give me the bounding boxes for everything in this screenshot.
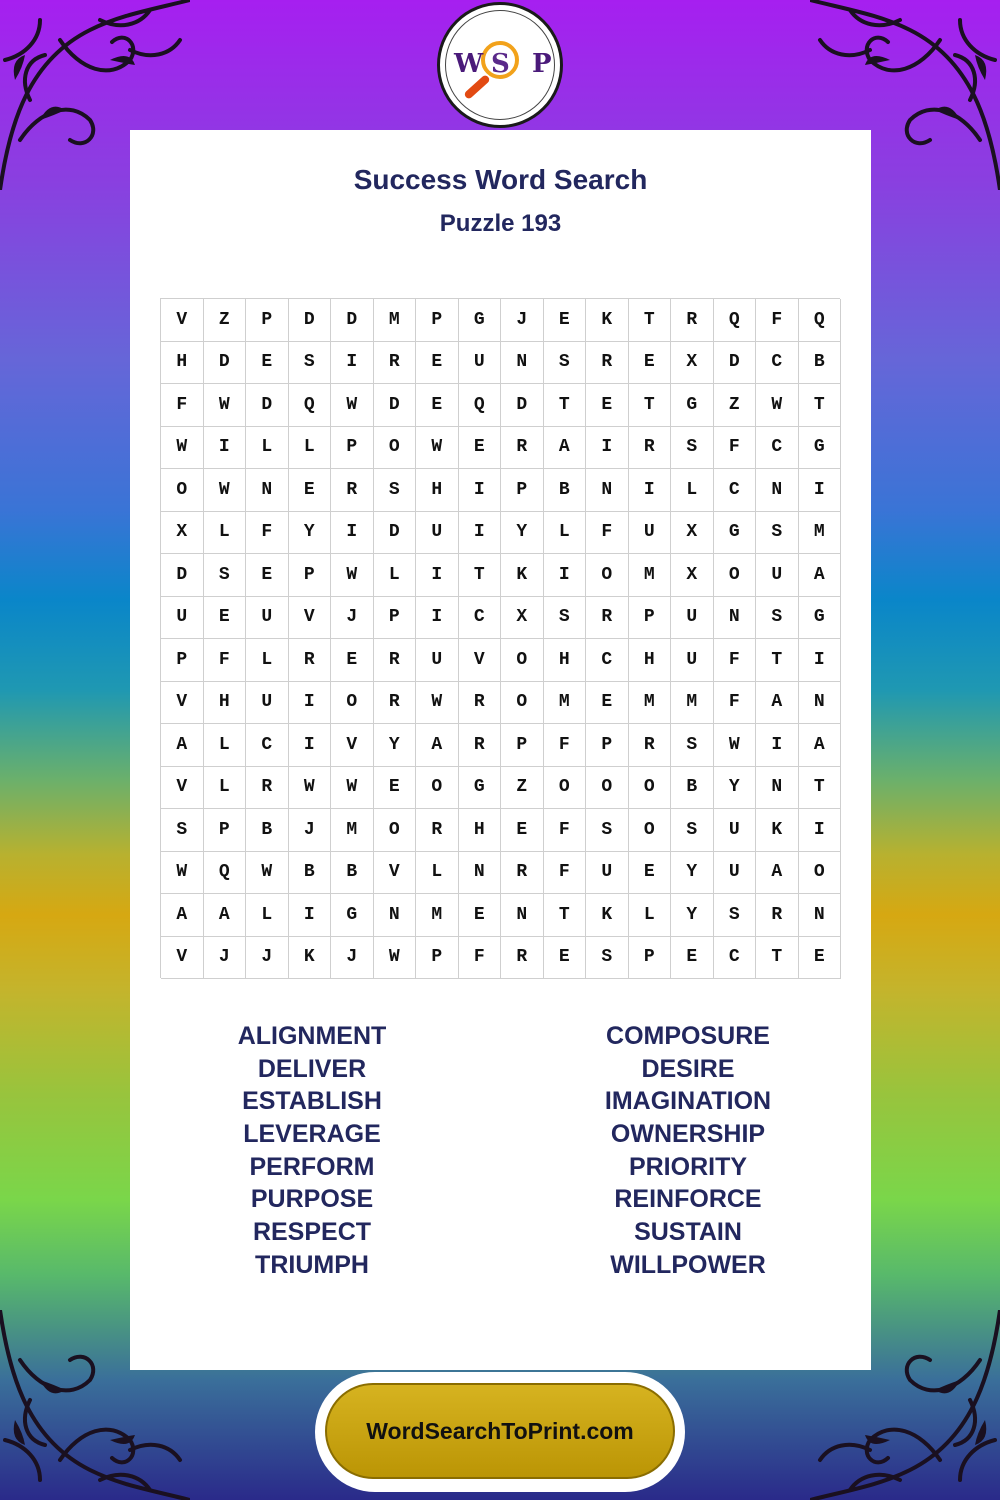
grid-cell[interactable]: J [331, 597, 374, 640]
grid-cell[interactable]: D [374, 512, 417, 555]
grid-cell[interactable]: F [544, 724, 587, 767]
grid-cell[interactable]: I [289, 682, 332, 725]
grid-cell[interactable]: S [586, 809, 629, 852]
grid-cell[interactable]: P [416, 937, 459, 980]
grid-cell[interactable]: Y [671, 852, 714, 895]
word-list-item: PERFORM [249, 1152, 375, 1181]
grid-cell[interactable]: E [459, 894, 502, 937]
grid-cell[interactable]: D [161, 554, 204, 597]
grid-cell[interactable]: I [756, 724, 799, 767]
letter-grid[interactable] [160, 298, 840, 978]
word-list-item: DESIRE [641, 1054, 735, 1083]
grid-cell[interactable]: R [501, 427, 544, 470]
grid-cell[interactable]: E [204, 597, 247, 640]
wsp-logo[interactable] [437, 2, 563, 128]
grid-cell[interactable]: M [374, 299, 417, 342]
grid-cell[interactable]: X [671, 512, 714, 555]
grid-cell[interactable]: I [459, 469, 502, 512]
grid-cell[interactable]: W [331, 384, 374, 427]
grid-cell[interactable]: O [331, 682, 374, 725]
grid-cell[interactable]: P [629, 597, 672, 640]
grid-cell[interactable]: C [756, 342, 799, 385]
word-list-item: OWNERSHIP [610, 1120, 766, 1149]
grid-cell[interactable]: N [799, 682, 842, 725]
grid-cell[interactable]: A [756, 682, 799, 725]
word-list-item: PRIORITY [628, 1152, 748, 1181]
word-list-item: ALIGNMENT [237, 1022, 387, 1050]
grid-cell[interactable]: U [246, 597, 289, 640]
word-list-item: PURPOSE [250, 1185, 374, 1214]
grid-cell[interactable]: O [629, 809, 672, 852]
grid-cell[interactable]: R [374, 639, 417, 682]
grid-cell[interactable]: A [799, 724, 842, 767]
grid-cell[interactable]: S [544, 342, 587, 385]
grid-cell[interactable]: R [501, 937, 544, 980]
grid-cell[interactable]: R [374, 682, 417, 725]
grid-cell[interactable]: I [544, 554, 587, 597]
word-list-item: ESTABLISH [242, 1087, 382, 1116]
grid-cell[interactable]: D [331, 299, 374, 342]
grid-cell[interactable]: H [204, 682, 247, 725]
grid-cell[interactable]: E [416, 384, 459, 427]
grid-cell[interactable]: U [756, 554, 799, 597]
grid-cell[interactable]: Q [459, 384, 502, 427]
grid-cell[interactable]: E [586, 384, 629, 427]
grid-cell[interactable]: A [204, 894, 247, 937]
grid-cell[interactable]: Q [714, 299, 757, 342]
grid-cell[interactable]: D [501, 384, 544, 427]
grid-cell[interactable]: K [501, 554, 544, 597]
grid-cell[interactable]: Q [799, 299, 842, 342]
word-list-item: IMAGINATION [604, 1087, 772, 1116]
grid-cell[interactable]: E [629, 342, 672, 385]
grid-cell[interactable]: F [714, 639, 757, 682]
grid-cell[interactable]: X [671, 554, 714, 597]
grid-cell[interactable]: B [544, 469, 587, 512]
grid-cell[interactable]: V [331, 724, 374, 767]
grid-cell[interactable]: D [289, 299, 332, 342]
grid-cell[interactable]: L [671, 469, 714, 512]
logo-letter-w: W [454, 49, 484, 79]
grid-cell[interactable]: O [586, 554, 629, 597]
grid-cell[interactable]: L [289, 427, 332, 470]
grid-cell[interactable]: S [671, 809, 714, 852]
grid-cell[interactable]: F [544, 809, 587, 852]
grid-cell[interactable]: W [204, 469, 247, 512]
grid-cell[interactable]: W [204, 384, 247, 427]
grid-cell[interactable]: W [161, 852, 204, 895]
grid-cell[interactable]: C [586, 639, 629, 682]
grid-cell[interactable]: W [331, 767, 374, 810]
grid-cell[interactable]: N [374, 894, 417, 937]
grid-cell[interactable]: K [586, 894, 629, 937]
grid-cell[interactable]: N [799, 894, 842, 937]
grid-cell[interactable]: N [586, 469, 629, 512]
grid-cell[interactable]: W [161, 427, 204, 470]
grid-cell[interactable]: M [331, 809, 374, 852]
grid-cell[interactable]: R [459, 724, 502, 767]
grid-cell[interactable]: L [374, 554, 417, 597]
grid-cell[interactable]: T [459, 554, 502, 597]
grid-cell[interactable]: G [714, 512, 757, 555]
grid-cell[interactable]: R [374, 342, 417, 385]
grid-cell[interactable]: K [586, 299, 629, 342]
grid-cell[interactable]: D [374, 384, 417, 427]
grid-cell[interactable]: Y [374, 724, 417, 767]
grid-cell[interactable]: Y [671, 894, 714, 937]
grid-cell[interactable]: W [331, 554, 374, 597]
website-link-button[interactable]: WordSearchToPrint.com [325, 1383, 675, 1479]
page-title: Success Word Search [353, 164, 648, 195]
grid-cell[interactable]: R [501, 852, 544, 895]
grid-cell[interactable]: E [544, 937, 587, 980]
grid-cell[interactable]: F [586, 512, 629, 555]
grid-cell[interactable]: E [289, 469, 332, 512]
grid-cell[interactable]: N [756, 767, 799, 810]
grid-cell[interactable]: O [374, 427, 417, 470]
grid-cell[interactable]: R [246, 767, 289, 810]
grid-cell[interactable]: I [629, 469, 672, 512]
grid-cell[interactable]: S [161, 809, 204, 852]
grid-cell[interactable]: I [799, 809, 842, 852]
grid-cell[interactable]: R [586, 597, 629, 640]
grid-cell[interactable]: I [799, 469, 842, 512]
grid-cell[interactable]: A [416, 724, 459, 767]
grid-cell[interactable]: C [714, 937, 757, 980]
grid-cell[interactable]: L [204, 767, 247, 810]
grid-cell[interactable]: E [416, 342, 459, 385]
grid-cell[interactable]: C [459, 597, 502, 640]
grid-cell[interactable]: E [629, 852, 672, 895]
grid-cell[interactable]: V [289, 597, 332, 640]
grid-cell[interactable]: F [714, 682, 757, 725]
grid-cell[interactable]: S [204, 554, 247, 597]
grid-cell[interactable]: Q [289, 384, 332, 427]
grid-cell[interactable]: I [799, 639, 842, 682]
grid-cell[interactable]: M [799, 512, 842, 555]
grid-cell[interactable]: A [756, 852, 799, 895]
grid-cell[interactable]: T [799, 384, 842, 427]
logo-letter-p: P [532, 49, 552, 79]
grid-cell[interactable]: P [501, 469, 544, 512]
grid-cell[interactable]: S [544, 597, 587, 640]
grid-cell[interactable]: I [331, 512, 374, 555]
grid-cell[interactable]: G [459, 767, 502, 810]
grid-cell[interactable]: T [756, 639, 799, 682]
grid-cell[interactable]: S [671, 724, 714, 767]
grid-cell[interactable]: G [331, 894, 374, 937]
grid-cell[interactable]: V [161, 937, 204, 980]
grid-cell[interactable]: W [416, 682, 459, 725]
grid-cell[interactable]: K [756, 809, 799, 852]
grid-cell[interactable]: J [501, 299, 544, 342]
grid-cell[interactable]: J [246, 937, 289, 980]
grid-cell[interactable]: T [756, 937, 799, 980]
grid-cell[interactable]: V [161, 682, 204, 725]
grid-cell[interactable]: U [714, 852, 757, 895]
logo-letter-s: S [491, 49, 510, 79]
grid-cell[interactable]: S [714, 894, 757, 937]
grid-cell[interactable]: X [161, 512, 204, 555]
grid-cell[interactable]: Z [204, 299, 247, 342]
grid-cell[interactable]: U [161, 597, 204, 640]
grid-cell[interactable]: O [416, 767, 459, 810]
grid-cell[interactable]: L [544, 512, 587, 555]
grid-cell[interactable]: H [629, 639, 672, 682]
grid-cell[interactable]: Z [714, 384, 757, 427]
grid-cell[interactable]: W [714, 724, 757, 767]
grid-cell[interactable]: L [246, 427, 289, 470]
grid-cell[interactable]: P [331, 427, 374, 470]
grid-cell[interactable]: E [544, 299, 587, 342]
grid-cell[interactable]: W [289, 767, 332, 810]
grid-cell[interactable]: R [289, 639, 332, 682]
grid-cell[interactable]: O [586, 767, 629, 810]
grid-cell[interactable]: C [756, 427, 799, 470]
grid-cell[interactable]: O [544, 767, 587, 810]
grid-cell[interactable]: S [756, 512, 799, 555]
grid-cell[interactable]: U [671, 639, 714, 682]
word-list-right [538, 1020, 838, 1282]
grid-cell[interactable]: N [714, 597, 757, 640]
grid-cell[interactable]: D [246, 384, 289, 427]
grid-cell[interactable]: S [671, 427, 714, 470]
puzzle-number: Puzzle 193 [439, 210, 562, 237]
grid-cell[interactable]: T [544, 894, 587, 937]
grid-cell[interactable]: R [629, 724, 672, 767]
grid-cell[interactable]: O [501, 639, 544, 682]
grid-cell[interactable]: R [459, 682, 502, 725]
grid-cell[interactable]: I [586, 427, 629, 470]
grid-cell[interactable]: P [246, 299, 289, 342]
grid-cell[interactable]: H [416, 469, 459, 512]
grid-cell[interactable]: P [416, 299, 459, 342]
grid-cell[interactable]: E [501, 809, 544, 852]
grid-cell[interactable]: L [204, 724, 247, 767]
grid-cell[interactable]: I [204, 427, 247, 470]
grid-cell[interactable]: E [246, 554, 289, 597]
grid-cell[interactable]: N [501, 342, 544, 385]
grid-cell[interactable]: N [246, 469, 289, 512]
word-list-item: RESPECT [252, 1218, 372, 1247]
grid-cell[interactable]: E [586, 682, 629, 725]
grid-cell[interactable]: P [586, 724, 629, 767]
grid-cell[interactable]: U [629, 512, 672, 555]
grid-cell[interactable]: Y [501, 512, 544, 555]
grid-cell[interactable]: P [501, 724, 544, 767]
grid-cell[interactable]: Y [714, 767, 757, 810]
grid-cell[interactable]: L [246, 639, 289, 682]
grid-cell[interactable]: I [331, 342, 374, 385]
grid-cell[interactable]: U [671, 597, 714, 640]
grid-cell[interactable]: V [161, 299, 204, 342]
grid-cell[interactable]: J [204, 937, 247, 980]
grid-cell[interactable]: R [629, 427, 672, 470]
grid-cell[interactable]: L [416, 852, 459, 895]
grid-cell[interactable]: X [501, 597, 544, 640]
grid-cell[interactable]: D [204, 342, 247, 385]
grid-cell[interactable]: U [714, 809, 757, 852]
grid-cell[interactable]: T [544, 384, 587, 427]
grid-cell[interactable]: W [416, 427, 459, 470]
grid-cell[interactable]: G [799, 427, 842, 470]
grid-cell[interactable]: K [289, 937, 332, 980]
grid-cell[interactable]: B [671, 767, 714, 810]
grid-cell[interactable]: H [459, 809, 502, 852]
grid-cell[interactable]: R [331, 469, 374, 512]
grid-cell[interactable]: D [714, 342, 757, 385]
grid-cell[interactable]: B [289, 852, 332, 895]
grid-cell[interactable]: U [586, 852, 629, 895]
grid-cell[interactable]: F [714, 427, 757, 470]
grid-cell[interactable]: I [416, 597, 459, 640]
grid-cell[interactable]: O [799, 852, 842, 895]
grid-cell[interactable]: C [246, 724, 289, 767]
grid-cell[interactable]: J [331, 937, 374, 980]
grid-cell[interactable]: Z [501, 767, 544, 810]
grid-cell[interactable]: F [246, 512, 289, 555]
grid-cell[interactable]: C [714, 469, 757, 512]
grid-cell[interactable]: W [246, 852, 289, 895]
grid-cell[interactable]: P [629, 937, 672, 980]
grid-cell[interactable]: S [374, 469, 417, 512]
grid-cell[interactable]: E [331, 639, 374, 682]
grid-cell[interactable]: Q [204, 852, 247, 895]
grid-cell[interactable]: I [289, 724, 332, 767]
grid-cell[interactable]: S [586, 937, 629, 980]
grid-cell[interactable]: M [629, 682, 672, 725]
grid-cell[interactable]: O [501, 682, 544, 725]
grid-cell[interactable]: P [374, 597, 417, 640]
grid-cell[interactable]: L [246, 894, 289, 937]
grid-cell[interactable]: Y [289, 512, 332, 555]
grid-cell[interactable]: A [544, 427, 587, 470]
word-list-item: WILLPOWER [610, 1250, 766, 1279]
grid-cell[interactable]: A [799, 554, 842, 597]
grid-cell[interactable]: B [246, 809, 289, 852]
grid-cell[interactable]: M [629, 554, 672, 597]
grid-cell[interactable]: I [289, 894, 332, 937]
grid-cell[interactable]: I [416, 554, 459, 597]
grid-cell[interactable]: R [756, 894, 799, 937]
grid-cell[interactable]: R [671, 299, 714, 342]
grid-cell[interactable]: O [714, 554, 757, 597]
grid-cell[interactable]: A [161, 724, 204, 767]
grid-cell[interactable]: G [459, 299, 502, 342]
grid-cell[interactable]: U [416, 639, 459, 682]
grid-cell[interactable]: U [459, 342, 502, 385]
grid-cell[interactable]: M [544, 682, 587, 725]
grid-cell[interactable]: U [416, 512, 459, 555]
grid-cell[interactable]: X [671, 342, 714, 385]
grid-cell[interactable]: L [204, 512, 247, 555]
grid-cell[interactable]: U [246, 682, 289, 725]
grid-cell[interactable]: L [629, 894, 672, 937]
word-list-left [162, 1020, 462, 1282]
grid-cell[interactable]: W [756, 384, 799, 427]
grid-cell[interactable]: E [671, 937, 714, 980]
grid-cell[interactable]: E [246, 342, 289, 385]
grid-cell[interactable]: M [671, 682, 714, 725]
word-list-item: REINFORCE [614, 1185, 762, 1214]
grid-cell[interactable]: E [799, 937, 842, 980]
grid-cell[interactable]: H [161, 342, 204, 385]
puzzle-card [130, 130, 871, 1370]
grid-cell[interactable]: O [374, 809, 417, 852]
grid-cell[interactable]: T [799, 767, 842, 810]
grid-cell[interactable]: F [204, 639, 247, 682]
grid-cell[interactable]: F [544, 852, 587, 895]
grid-cell[interactable]: G [671, 384, 714, 427]
grid-cell[interactable]: P [289, 554, 332, 597]
grid-cell[interactable]: S [289, 342, 332, 385]
grid-cell[interactable]: N [459, 852, 502, 895]
grid-cell[interactable]: M [416, 894, 459, 937]
grid-cell[interactable]: W [374, 937, 417, 980]
grid-cell[interactable]: P [161, 639, 204, 682]
grid-cell[interactable]: P [204, 809, 247, 852]
word-list-item: SUSTAIN [634, 1218, 742, 1247]
grid-cell[interactable]: T [629, 384, 672, 427]
word-list-item: COMPOSURE [606, 1022, 770, 1050]
grid-cell[interactable]: G [799, 597, 842, 640]
grid-cell[interactable]: F [756, 299, 799, 342]
grid-cell[interactable]: A [161, 894, 204, 937]
grid-cell[interactable]: E [374, 767, 417, 810]
grid-cell[interactable]: O [629, 767, 672, 810]
grid-cell[interactable]: O [161, 469, 204, 512]
grid-cell[interactable]: J [289, 809, 332, 852]
grid-cell[interactable]: B [799, 342, 842, 385]
grid-cell[interactable]: R [586, 342, 629, 385]
word-list-item: TRIUMPH [255, 1250, 369, 1279]
grid-cell[interactable]: N [756, 469, 799, 512]
grid-cell[interactable]: I [459, 512, 502, 555]
grid-cell[interactable]: T [629, 299, 672, 342]
grid-cell[interactable]: B [331, 852, 374, 895]
grid-cell[interactable]: V [459, 639, 502, 682]
grid-cell[interactable]: F [161, 384, 204, 427]
grid-cell[interactable]: V [374, 852, 417, 895]
grid-cell[interactable]: H [544, 639, 587, 682]
word-list-item: LEVERAGE [243, 1120, 381, 1149]
grid-cell[interactable]: V [161, 767, 204, 810]
grid-cell[interactable]: N [501, 894, 544, 937]
grid-cell[interactable]: S [756, 597, 799, 640]
grid-cell[interactable]: E [459, 427, 502, 470]
grid-cell[interactable]: R [416, 809, 459, 852]
word-list-item: DELIVER [257, 1054, 367, 1083]
grid-cell[interactable]: F [459, 937, 502, 980]
